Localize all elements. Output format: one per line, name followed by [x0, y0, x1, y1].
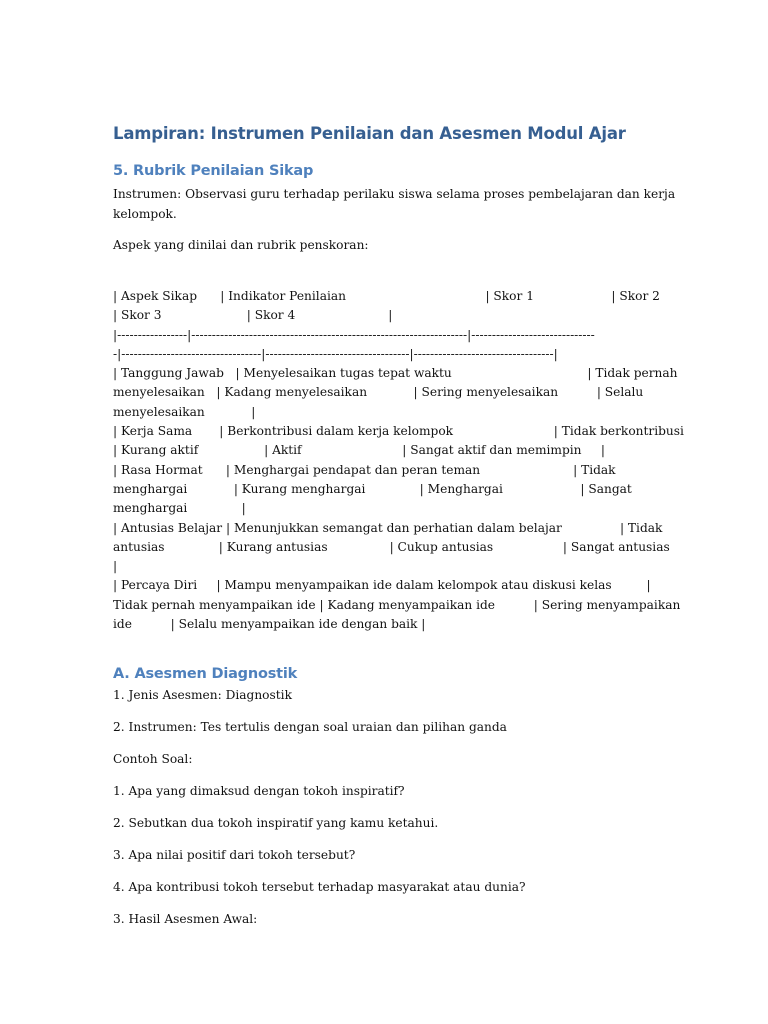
table-text-line: | Antusias Belajar | Menunjukkan semangat dan perhatian dalam belajar | Tidak	[113, 520, 663, 535]
table-text-line: |	[113, 559, 118, 574]
table-text-line: menyelesaikan | Kadang menyelesaikan | Sering menyelesaikan | Selalu	[113, 385, 644, 400]
text-line: kelompok.	[113, 206, 177, 221]
page-title: Lampiran: Instrumen Penilaian dan Asesmen Modul Ajar	[113, 124, 626, 143]
table-text-line: menyelesaikan |	[113, 404, 256, 419]
table-text-line: | Kerja Sama | Berkontribusi dalam kerja kelompok | Tidak berkontribusi	[113, 424, 684, 439]
table-text-line: menghargai |	[113, 501, 246, 516]
list-item: 3. Hasil Asesmen Awal:	[113, 912, 258, 926]
list-item: 1. Jenis Asesmen: Diagnostik	[113, 688, 292, 702]
table-text-line: | Rasa Hormat | Menghargai pendapat dan peran teman | Tidak	[113, 462, 616, 477]
list-item: 2. Instrumen: Tes tertulis dengan soal uraian dan pilihan ganda	[113, 720, 507, 734]
table-text-line: |-----------------|-------------------------------------------------------------------|------------------------------	[113, 327, 595, 342]
table-text-line: | Kurang aktif | Aktif | Sangat aktif dan memimpin |	[113, 443, 606, 458]
table-text-line: | Skor 3 | Skor 4 |	[113, 308, 393, 323]
table-text-line: -|----------------------------------|-----------------------------------|----------------------------------|	[113, 346, 558, 361]
table-text-line: Tidak pernah menyampaikan ide | Kadang menyampaikan ide | Sering menyampaikan	[113, 597, 681, 612]
list-item: 2. Sebutkan dua tokoh inspiratif yang kamu ketahui.	[113, 816, 439, 830]
table-text-line: | Percaya Diri | Mampu menyampaikan ide dalam kelompok atau diskusi kelas |	[113, 578, 651, 593]
list-item: Contoh Soal:	[113, 752, 193, 766]
list-item: 4. Apa kontribusi tokoh tersebut terhadap masyarakat atau dunia?	[113, 880, 526, 894]
rubrik-aspek-label	[113, 236, 658, 256]
table-text-line: menghargai | Kurang menghargai | Menghargai | Sangat	[113, 481, 632, 496]
table-text-line: | Aspek Sikap | Indikator Penilaian | Skor 1 | Skor 2	[113, 289, 660, 303]
rubrik-intro-paragraph	[113, 185, 676, 224]
rubrik-text-table	[113, 287, 684, 634]
list-item: 1. Apa yang dimaksud dengan tokoh inspiratif?	[113, 784, 405, 798]
section-title-rubrik: 5. Rubrik Penilaian Sikap	[113, 163, 314, 179]
text-line: Instrumen: Observasi guru terhadap perilaku siswa selama proses pembelajaran dan kerja	[113, 187, 676, 201]
section-title-diagnostik: A. Asesmen Diagnostik	[113, 666, 298, 682]
table-text-line: | Tanggung Jawab | Menyelesaikan tugas tepat waktu | Tidak pernah	[113, 366, 678, 381]
table-text-line: antusias | Kurang antusias | Cukup antusias | Sangat antusias	[113, 539, 670, 554]
table-text-line: ide | Selalu menyampaikan ide dengan baik |	[113, 617, 426, 632]
list-item: 3. Apa nilai positif dari tokoh tersebut?	[113, 848, 356, 862]
text-line: Aspek yang dinilai dan rubrik penskoran:	[113, 238, 369, 252]
